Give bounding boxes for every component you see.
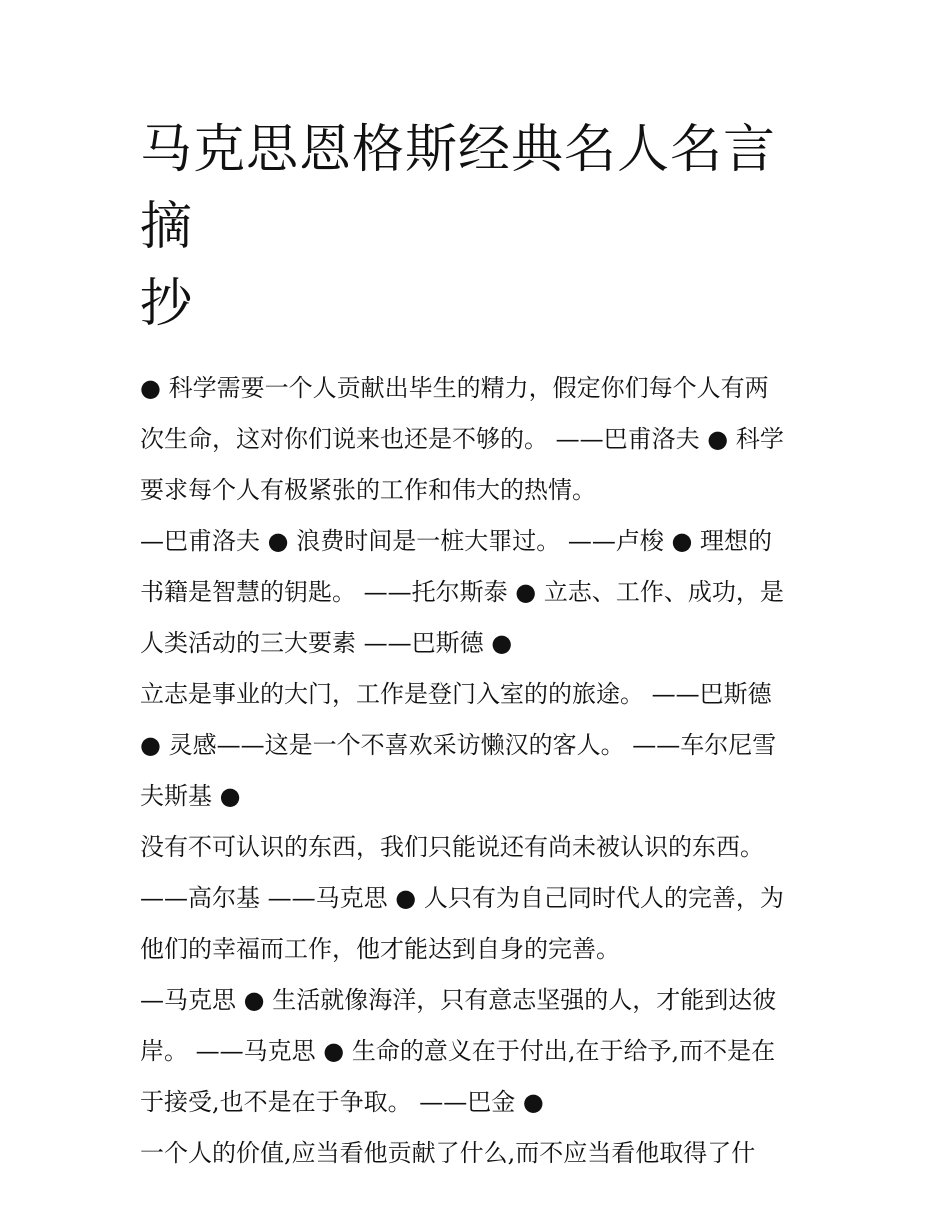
text-line: 立志是事业的大门，工作是登门入室的的旅途。 ——巴斯德 (140, 680, 772, 708)
text-line: 于接受,也不是在于争取。 ——巴金 ● (140, 1088, 544, 1116)
title-line: 马克思恩格斯经典名人名言摘 (140, 120, 777, 257)
text-line: 要求每个人有极紧张的工作和伟大的热情。 (140, 476, 596, 504)
text-line: —马克思 ● 生活就像海洋，只有意志坚强的人，才能到达彼 (140, 986, 777, 1014)
text-line: 没有不可认识的东西，我们只能说还有尚未被认识的东西。 (140, 833, 764, 861)
text-line: ——高尔基 ——马克思 ● 人只有为自己同时代人的完善，为 (140, 884, 784, 912)
text-line: 次生命，这对你们说来也还是不够的。 ——巴甫洛夫 ● 科学 (140, 425, 784, 453)
text-line: 书籍是智慧的钥匙。 ——托尔斯泰 ● 立志、工作、成功，是 (140, 578, 784, 606)
text-line: ● 科学需要一个人贡献出毕生的精力，假定你们每个人有两 (140, 374, 769, 402)
text-line: 他们的幸福而工作，他才能达到自身的完善。 (140, 935, 620, 963)
text-line: ● 灵感——这是一个不喜欢采访懒汉的客人。 ——车尔尼雪 (140, 731, 777, 759)
text-line: 岸。 ——马克思 ● 生命的意义在于付出,在于给予,而不是在 (140, 1037, 776, 1065)
document-title (140, 112, 820, 343)
title-line: 抄 (140, 274, 194, 334)
text-line: 人类活动的三大要素 ——巴斯德 ● (140, 629, 513, 657)
text-line: —巴甫洛夫 ● 浪费时间是一桩大罪过。 ——卢梭 ● 理想的 (140, 527, 773, 555)
document-page (140, 112, 820, 1179)
document-body (140, 363, 820, 1179)
text-line: 夫斯基 ● (140, 782, 241, 810)
text-line: 一个人的价值,应当看他贡献了什么,而不应当看他取得了什 (140, 1139, 756, 1167)
